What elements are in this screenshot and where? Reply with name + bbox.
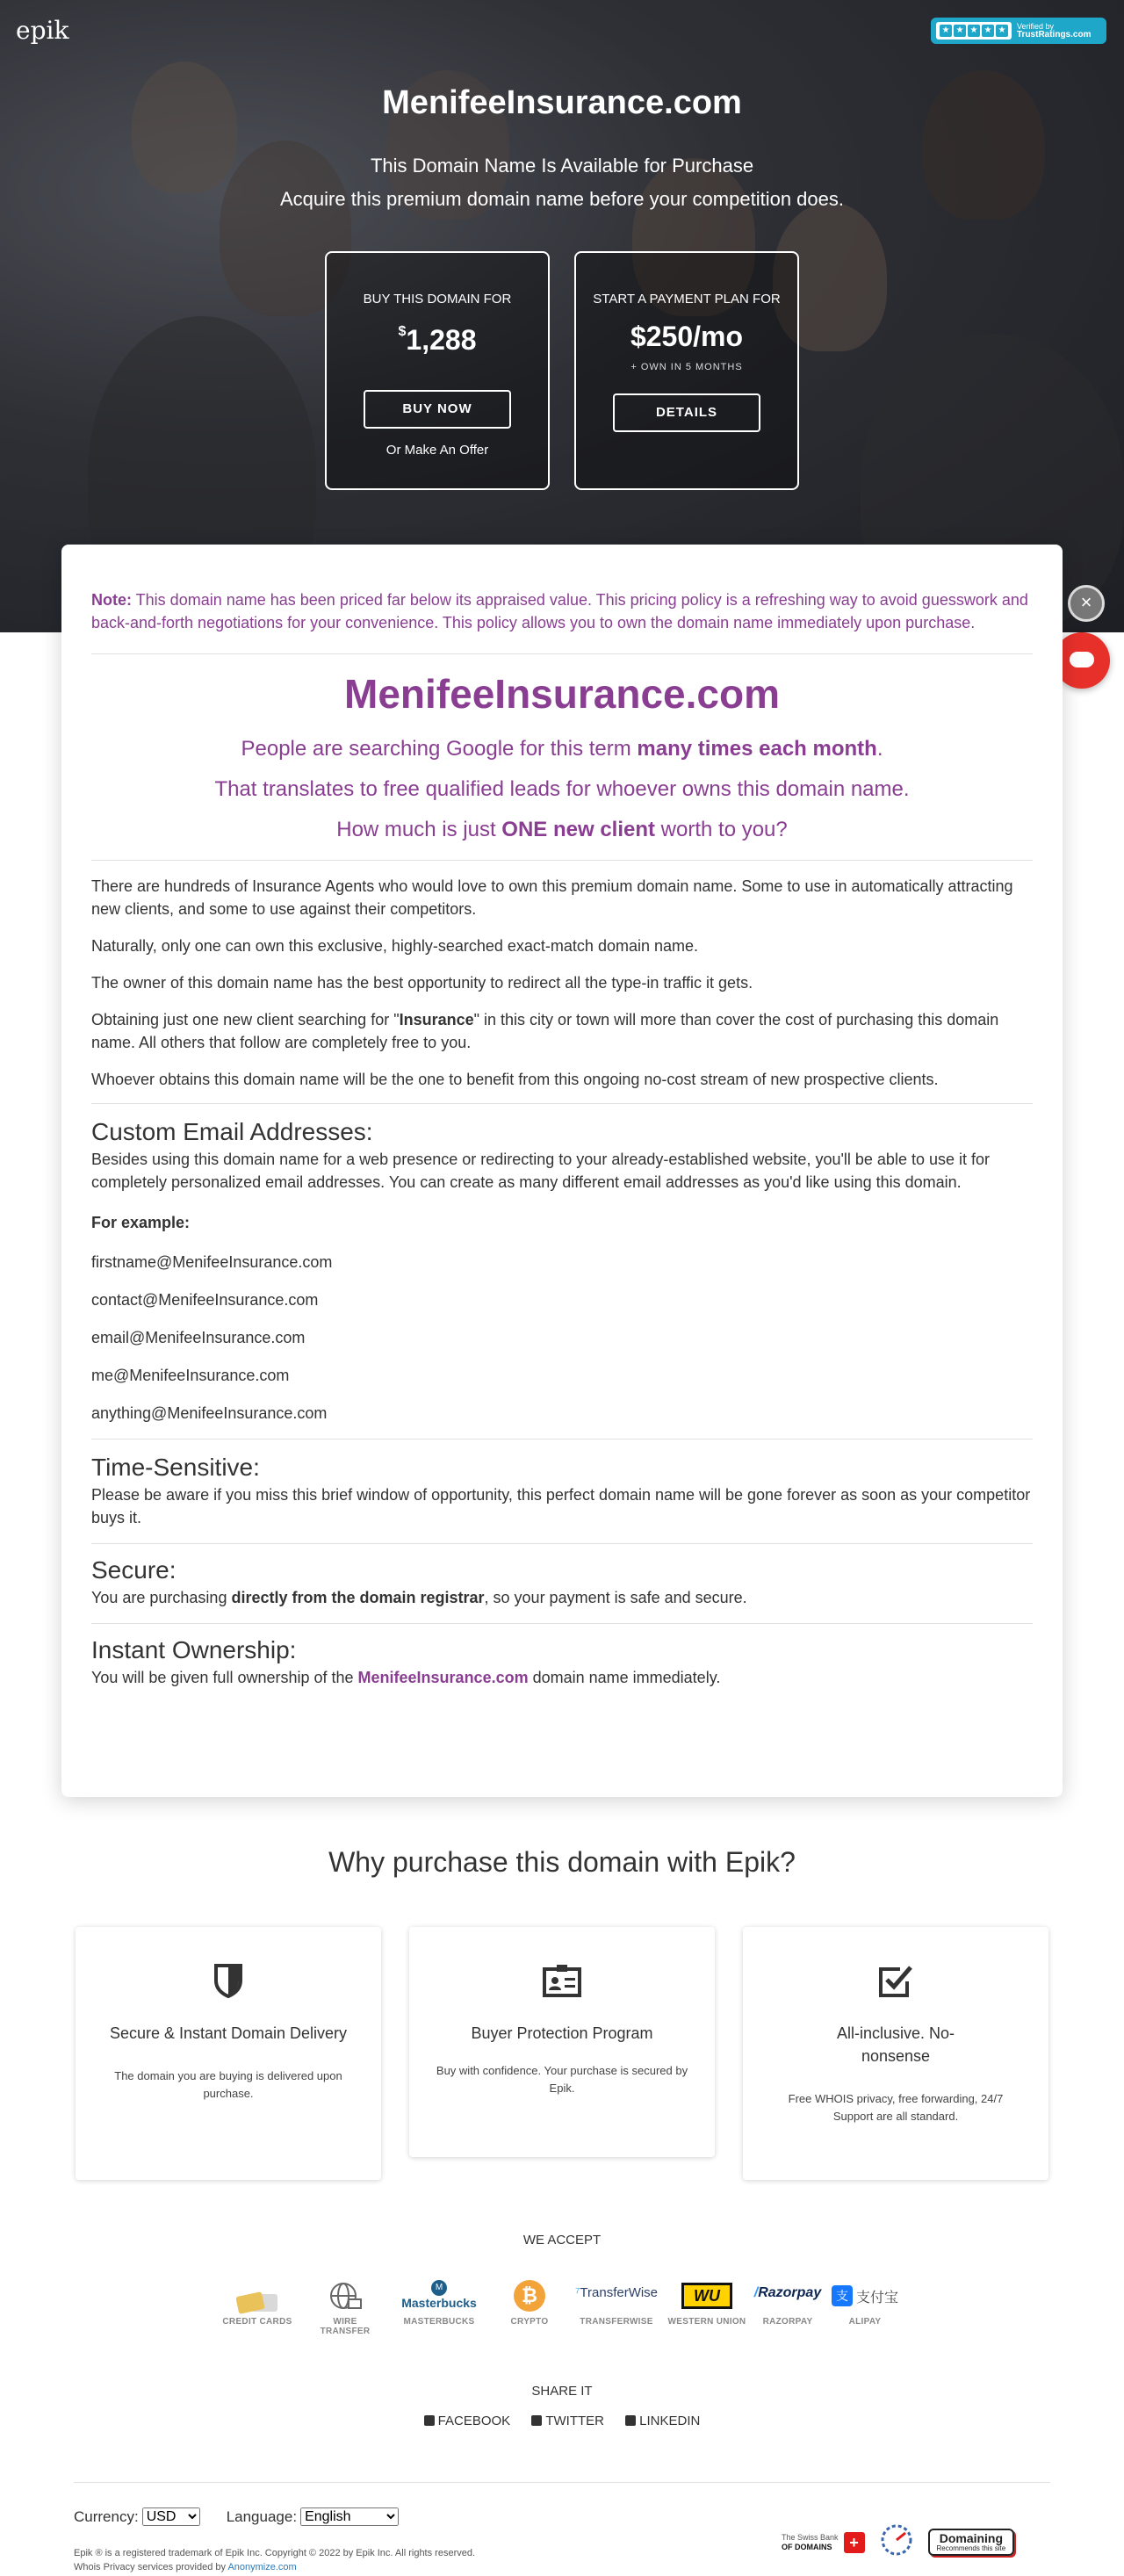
body-paragraph-5: Whoever obtains this domain name will be the one to benefit from this ongoing no-cost stream of new prospective clients. (91, 1071, 939, 1088)
language-select[interactable] (300, 2507, 399, 2526)
leads-line: That translates to free qualified leads for whoever owns this domain name. (214, 777, 910, 801)
whois-label: Whois Privacy services provided by (74, 2562, 228, 2572)
search-line-end: . (876, 737, 883, 761)
swiss-cross-icon: + (844, 2532, 865, 2553)
share-twitter-link[interactable] (531, 2414, 604, 2428)
why-epik-title: Why purchase this domain with Epik? (328, 1846, 796, 1878)
para4-bold: Insurance (399, 1011, 474, 1028)
time-sensitive-heading: Time-Sensitive: (91, 1454, 260, 1481)
para4-end: " in this city or town will more than cover the cost of purchasing this domain name. All others that follow are completely free to you. (91, 1011, 999, 1051)
wire-transfer-icon (307, 2280, 383, 2312)
close-chat-button[interactable] (1068, 585, 1105, 622)
payment-plan-box (574, 251, 799, 490)
body-paragraph-1: There are hundreds of Insurance Agents who would love to own this premium domain name. Some to use in automatically attracting new clients, and some to use against their competitors. (91, 877, 1013, 918)
alipay-icon: 支 支付宝 (829, 2280, 901, 2312)
buy-label: BUY THIS DOMAIN FOR (363, 292, 512, 307)
swiss-bank-badge[interactable] (782, 2532, 865, 2553)
divider (91, 1543, 1033, 1544)
transferwise-brand: TransferWise (580, 2285, 659, 2300)
trust-badge-line2: TrustRatings.com (1017, 30, 1092, 40)
secure-heading: Secure: (91, 1556, 177, 1584)
payment-label: TRANSFERWISE (580, 2317, 653, 2327)
details-button[interactable]: DETAILS (613, 393, 760, 432)
body-paragraph-2: Naturally, only one can own this exclusive, highly-searched exact-match domain name. (91, 937, 699, 955)
domaining-subtitle: Recommends this site (936, 2544, 1006, 2552)
share-linkedin-label: LINKEDIN (639, 2414, 701, 2428)
checkbox-icon (769, 1959, 1022, 2002)
payment-label: WESTERN UNION (667, 2317, 746, 2327)
divider (91, 653, 1033, 654)
masterbucks-brand: Masterbucks (401, 2296, 477, 2310)
search-line (91, 737, 1033, 761)
anonymize-link[interactable]: Anonymize.com (227, 2562, 297, 2572)
buy-now-button[interactable]: BUY NOW (364, 390, 511, 429)
chat-bubble-icon (1070, 652, 1094, 667)
plan-label: START A PAYMENT PLAN FOR (593, 292, 781, 307)
share-twitter-label: TWITTER (545, 2414, 604, 2428)
share-heading: SHARE IT (531, 2384, 593, 2399)
crypto-icon: ₿ (492, 2280, 567, 2312)
email-example: anything@MenifeeInsurance.com (91, 1404, 328, 1422)
note-text: This domain name has been priced far below its appraised value. This pricing policy is a refreshing way to avoid guesswork and back-and-forth negotiations for your convenience. This policy allows you to own the domain name immediately upon purchase. (91, 591, 1028, 631)
close-icon: × (1080, 591, 1092, 613)
buy-price-value: 1,288 (406, 324, 477, 356)
time-sensitive-text: Please be aware if you miss this brief window of opportunity, this perfect domain name will be gone forever as soon as your competitor buys it. (91, 1486, 1031, 1526)
feature-description: Buy with confidence. Your purchase is secured by Epik. (436, 2064, 688, 2095)
speedometer-badge-icon[interactable] (879, 2522, 914, 2562)
client-line-bold: ONE new client (501, 818, 655, 841)
secure-text-bold: directly from the domain registrar (231, 1589, 485, 1606)
western-union-brand: WU (681, 2283, 732, 2309)
email-description: Besides using this domain name for a web presence or redirecting to your already-established website, you'll be able to use it for completely personalized email addresses. You can create as many different email addresses as you'd like using this domain. (91, 1151, 990, 1191)
email-example: email@MenifeeInsurance.com (91, 1329, 306, 1346)
divider (91, 1439, 1033, 1440)
language-label: Language: (226, 2507, 298, 2525)
we-accept-heading: WE ACCEPT (522, 2233, 602, 2248)
body-paragraph-4 (91, 1008, 1033, 1054)
payment-label: CREDIT CARDS (222, 2317, 292, 2327)
currency-label: Currency: (74, 2507, 139, 2525)
transferwise-icon: ⁷TransferWise (574, 2285, 659, 2300)
masterbucks-icon: M Masterbucks (397, 2280, 481, 2312)
client-line-end: worth to you? (655, 818, 788, 841)
trust-badge-line1: Verified by (1017, 22, 1055, 31)
razorpay-icon: /Razorpay (753, 2285, 822, 2300)
twitter-icon (531, 2415, 542, 2426)
feature-description: Free WHOIS privacy, free forwarding, 24/7 Support are all standard. (788, 2092, 1004, 2123)
domain-title: MenifeeInsurance.com (344, 671, 780, 717)
payment-credit-cards (220, 2280, 295, 2327)
share-facebook-link[interactable] (424, 2414, 511, 2428)
buy-price (327, 324, 548, 357)
western-union-icon (667, 2280, 746, 2312)
hero-subtitle (0, 149, 1124, 216)
email-example: firstname@MenifeeInsurance.com (91, 1253, 333, 1271)
feature-card-secure (76, 1927, 381, 2180)
shield-icon (102, 1959, 355, 2002)
plan-price: $250/mo (630, 321, 744, 352)
alipay-brand: 支付宝 (855, 2290, 898, 2305)
feature-card-buyer-protection (409, 1927, 715, 2157)
content-card (61, 545, 1063, 1797)
payment-razorpay (748, 2280, 827, 2327)
client-line (91, 818, 1033, 842)
example-label: For example: (91, 1214, 191, 1231)
feature-title: Secure & Instant Domain Delivery (109, 2024, 348, 2042)
secure-text-c: , so your payment is safe and secure. (484, 1589, 747, 1606)
search-line-bold: many times each month (637, 737, 877, 761)
feature-description: The domain you are buying is delivered upon purchase. (114, 2069, 342, 2100)
feature-card-all-inclusive (743, 1927, 1048, 2180)
facebook-icon (424, 2415, 435, 2426)
make-offer-link[interactable]: Or Make An Offer (385, 443, 489, 458)
payment-transferwise (571, 2280, 662, 2327)
email-example: contact@MenifeeInsurance.com (91, 1291, 319, 1309)
secure-text-a: You are purchasing (91, 1589, 232, 1606)
payment-masterbucks (397, 2280, 481, 2327)
copyright (74, 2546, 475, 2574)
ownership-text-c: domain name immediately. (528, 1669, 721, 1686)
swiss-bank-line1: The Swiss Bank (782, 2532, 839, 2542)
search-line-text: People are searching Google for this term (241, 737, 638, 761)
payment-label: RAZORPAY (762, 2317, 813, 2327)
para4-text: Obtaining just one new client searching for " (91, 1011, 400, 1028)
price-note (91, 588, 1033, 634)
footer-badges (782, 2522, 1014, 2562)
domaining-badge[interactable] (928, 2529, 1015, 2556)
id-card-icon (436, 1959, 688, 2002)
buy-box (325, 251, 550, 490)
divider (91, 1623, 1033, 1624)
payment-label: WIRE TRANSFER (320, 2317, 371, 2336)
share-links (0, 2414, 1124, 2428)
payment-western-union (667, 2280, 746, 2327)
client-line-text: How much is just (336, 818, 502, 841)
swiss-bank-line2: OF DOMAINS (782, 2542, 832, 2551)
currency-select[interactable] (142, 2507, 200, 2526)
copyright-text: Epik ® is a registered trademark of Epik Inc. Copyright © 2022 by Epik Inc. All rights reserved. (74, 2548, 476, 2558)
credit-cards-icon (220, 2280, 295, 2312)
email-example: me@MenifeeInsurance.com (91, 1367, 290, 1384)
linkedin-icon (625, 2415, 636, 2426)
divider (91, 1103, 1033, 1104)
email-heading: Custom Email Addresses: (91, 1118, 373, 1145)
payment-alipay (829, 2280, 901, 2327)
note-label: Note: (91, 591, 132, 609)
hero-subtitle-line1: This Domain Name Is Available for Purchase (370, 155, 754, 177)
payment-label: ALIPAY (848, 2317, 882, 2327)
body-paragraph-3: The owner of this domain name has the best opportunity to redirect all the type-in traffic it gets. (91, 974, 753, 992)
payment-crypto (492, 2280, 567, 2327)
divider (91, 860, 1033, 861)
ownership-domain: MenifeeInsurance.com (357, 1669, 529, 1686)
buy-price-currency: $ (398, 324, 407, 339)
rating-stars-icon: ★ ★ ★ ★ ★ (936, 22, 1012, 40)
hero-section (0, 0, 1124, 632)
share-facebook-label: FACEBOOK (437, 2414, 511, 2428)
ownership-text (91, 1666, 1033, 1689)
ownership-heading: Instant Ownership: (91, 1636, 297, 1663)
whois-text (74, 2560, 475, 2574)
hero-title: MenifeeInsurance.com (382, 84, 742, 121)
domaining-title: Domaining (939, 2531, 1004, 2545)
payment-wire-transfer (307, 2280, 383, 2336)
share-linkedin-link[interactable] (625, 2414, 700, 2428)
epik-logo[interactable]: epik (16, 16, 69, 45)
footer-selectors (74, 2507, 399, 2526)
feature-title: All-inclusive. No-nonsense (836, 2024, 955, 2065)
plan-note: + OWN IN 5 MONTHS (630, 362, 743, 372)
payment-label: MASTERBUCKS (403, 2317, 475, 2327)
razorpay-brand: Razorpay (758, 2285, 822, 2300)
hero-subtitle-line2: Acquire this premium domain name before your competition does. (280, 188, 844, 210)
trust-ratings-badge[interactable] (931, 18, 1106, 44)
feature-title: Buyer Protection Program (471, 2024, 653, 2042)
payment-label: CRYPTO (510, 2317, 549, 2327)
secure-text (91, 1586, 1033, 1609)
ownership-text-a: You will be given full ownership of the (91, 1669, 358, 1686)
footer-divider (74, 2482, 1050, 2483)
